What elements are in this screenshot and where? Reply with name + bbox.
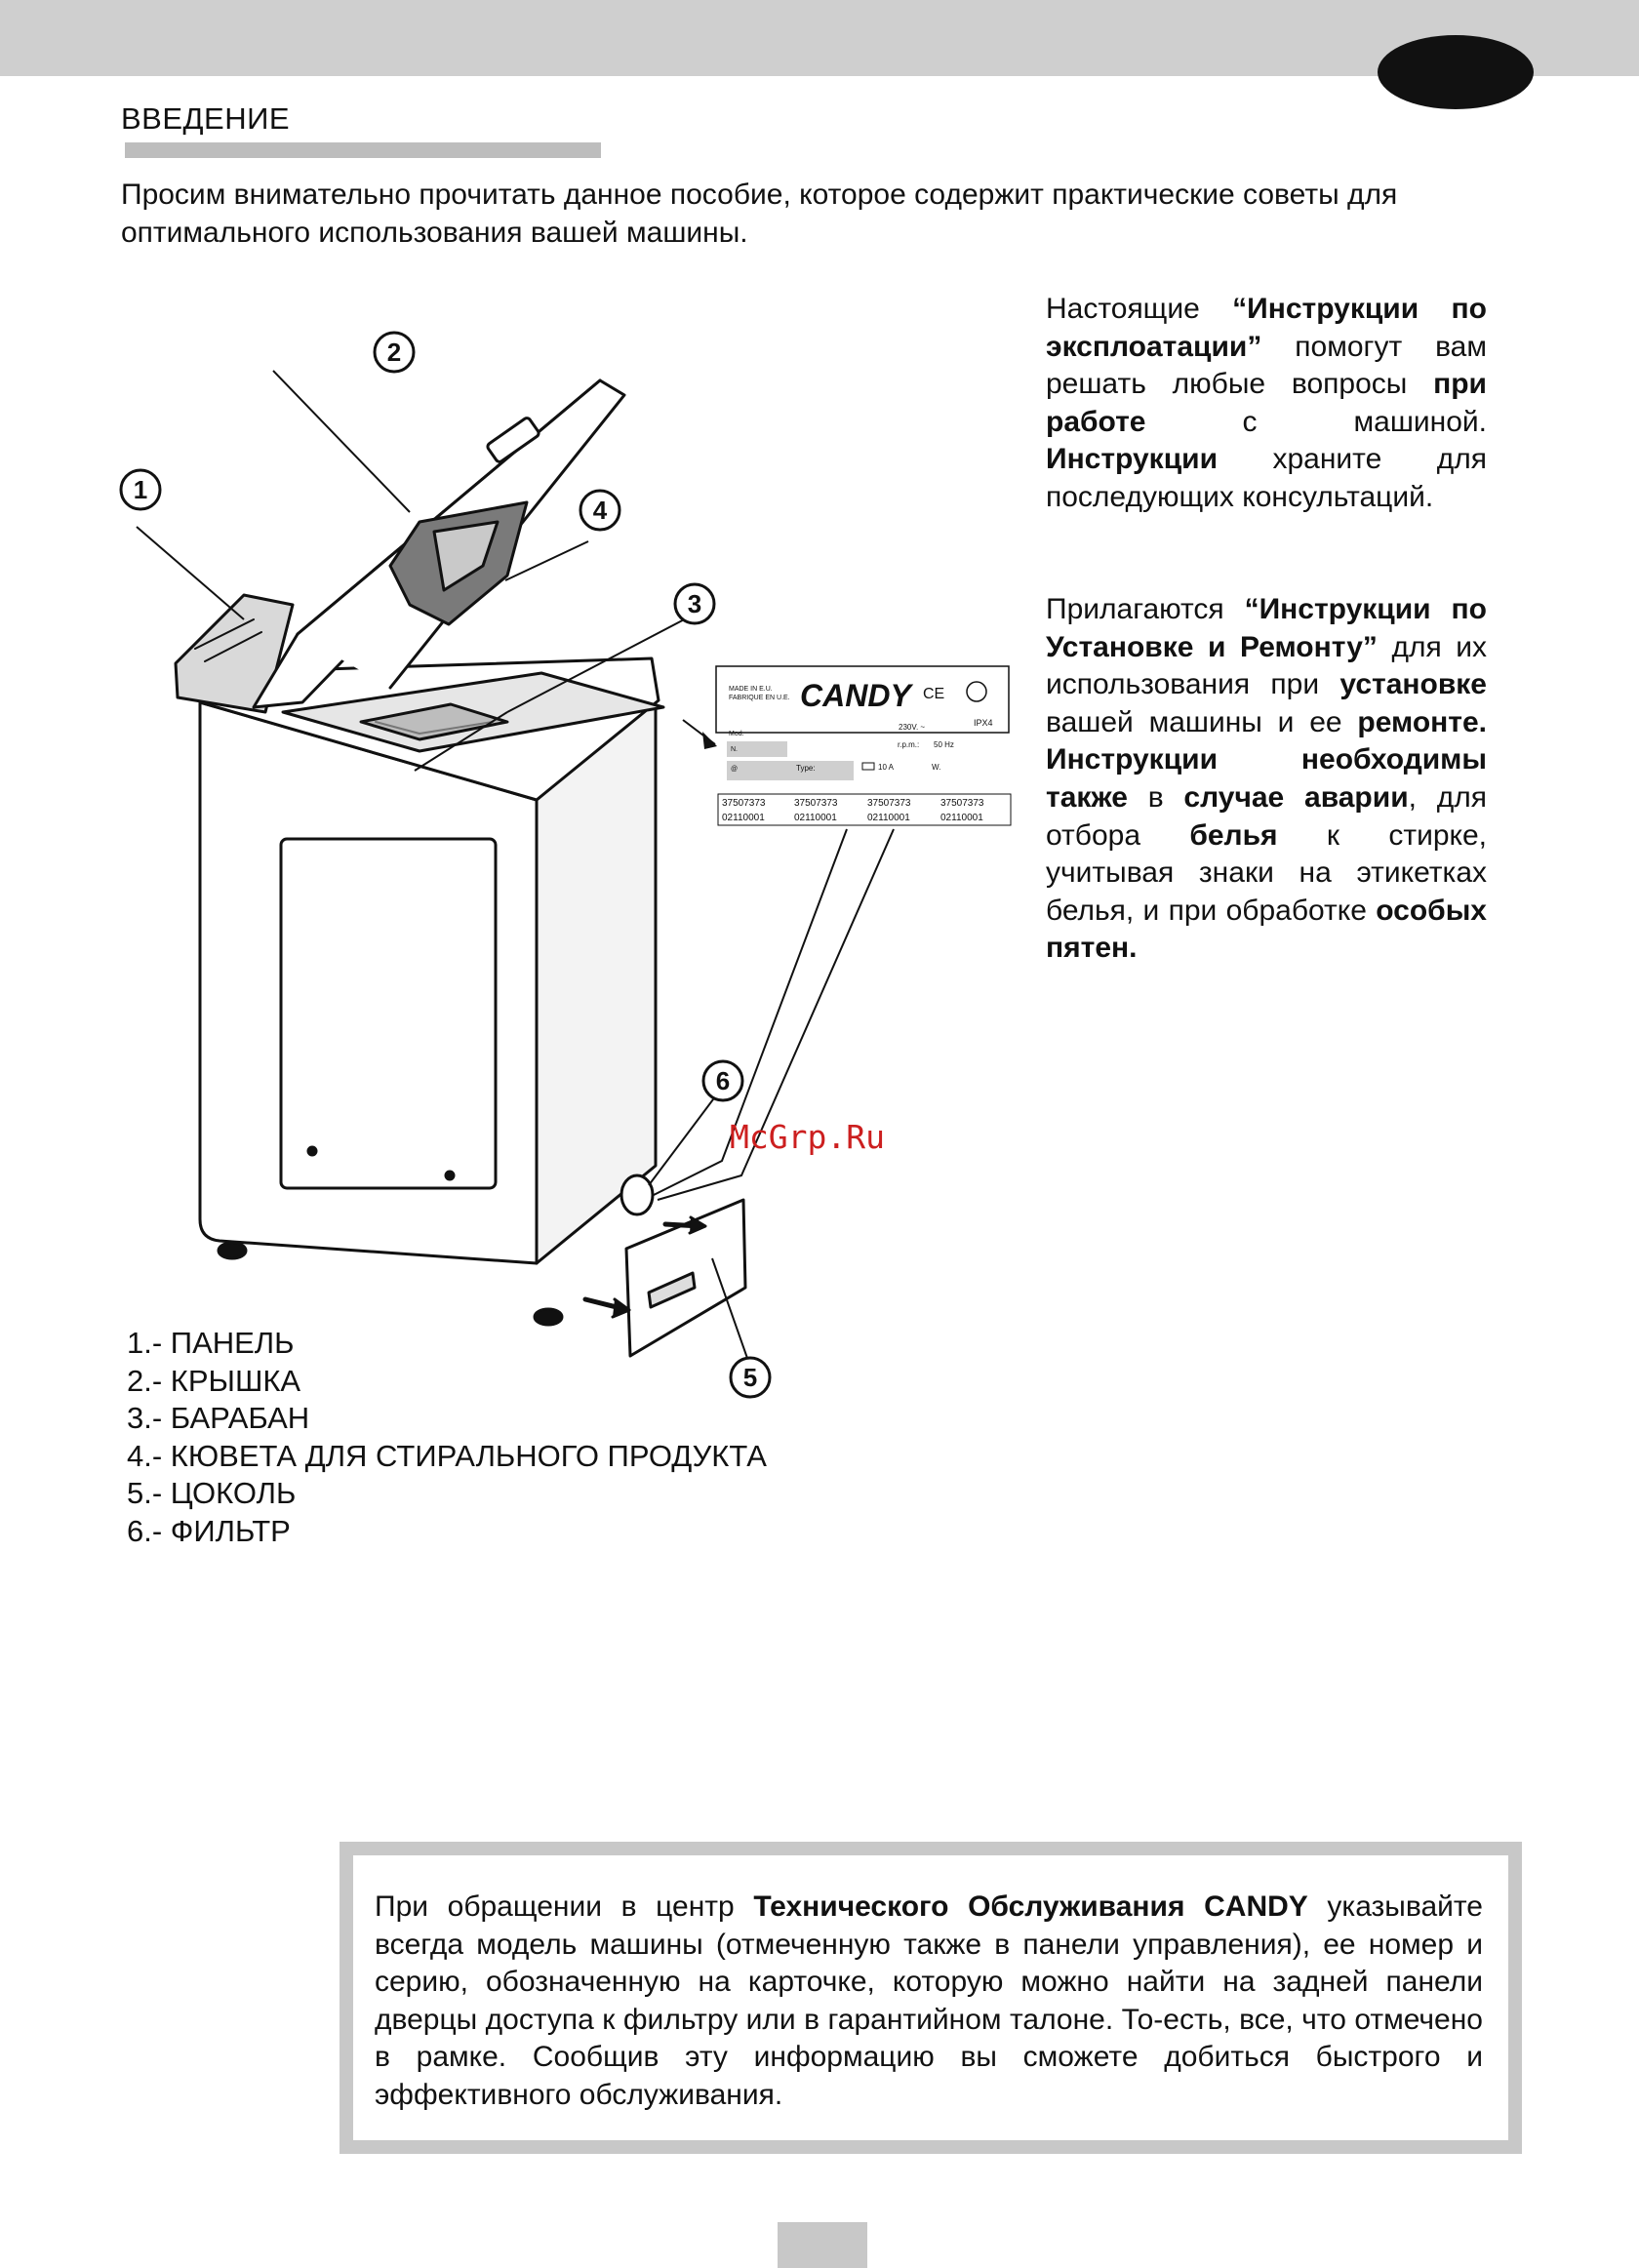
bold-text-run: “Инструкции по эксплоатации”: [1046, 293, 1487, 363]
plate-voltage: 230V. ~: [899, 723, 926, 732]
bold-text-run: особых пятен.: [1046, 894, 1487, 965]
plate-ipx: IPX4: [974, 718, 993, 728]
plate-n-label: N.: [731, 746, 738, 753]
text-run: При обращении в центр: [375, 1890, 754, 1923]
plate-type-field: [727, 761, 854, 780]
text-run: , для отбора: [1046, 780, 1487, 852]
rating-plate: [716, 666, 1011, 825]
title-underline: [125, 142, 601, 158]
text-run: для их использования при: [1046, 630, 1488, 701]
parts-list-item: 5.- ЦОКОЛЬ: [127, 1476, 297, 1510]
washing-machine-illustration: [98, 312, 1054, 1405]
plate-code-bottom: 02110001: [722, 813, 765, 823]
text-run: помогут вам решать любые вопросы: [1046, 330, 1487, 401]
bold-text-run: белья: [1189, 818, 1278, 852]
service-info-box: [340, 1842, 1522, 2154]
bold-text-run: Инструкции: [1046, 443, 1219, 476]
plate-code-top: 37507373: [794, 798, 838, 809]
front-door: [281, 839, 496, 1188]
parts-list-item: 2.- КРЫШКА: [127, 1363, 301, 1398]
plate-code-bottom: 02110001: [940, 813, 983, 823]
plate-code-top: 37507373: [722, 798, 766, 809]
plate-ce-mark: CE: [923, 686, 945, 702]
watermark: McGrp.Ru: [730, 1118, 885, 1156]
service-info-inner: [353, 1855, 1508, 2140]
text-run: в: [1127, 780, 1184, 814]
operation-instructions-paragraph: [1046, 291, 1487, 517]
parts-list-item: 1.- ПАНЕЛЬ: [127, 1326, 295, 1360]
plate-type-label: Type:: [796, 764, 816, 773]
plate-code-bottom: 02110001: [867, 813, 910, 823]
text-run: вашей машины и ее: [1046, 705, 1358, 738]
bold-text-run: случае аварии: [1183, 780, 1409, 814]
service-info-text: [375, 1889, 1483, 2115]
bold-text-run: установке: [1339, 668, 1487, 701]
bold-text-run: “Инструкции по Установке и Ремонту”: [1046, 593, 1487, 663]
fuse-icon: [862, 763, 874, 770]
text-run: Настоящие: [1046, 293, 1233, 325]
parts-list: [127, 1325, 767, 1550]
plate-frequency: 50 Hz: [934, 740, 954, 749]
text-run: указывайте всегда модель машины (отмеченную также в панели управления), ее номер и серию, обозначенную на карточке, которую можно найти на задней панели дверцы доступа к фильтру или в гарантийном талоне. То-есть, все, что отмечено в рамке. Сообщив эту информацию вы сможете добиться быстрого и эффективного обслуживания.: [375, 1890, 1483, 2111]
text-run: Прилагаются: [1046, 593, 1245, 625]
callout-5: 5: [742, 1363, 758, 1392]
plate-approval-icon: [967, 682, 986, 701]
bold-text-run: при работе: [1046, 368, 1487, 438]
callout-6: 6: [715, 1066, 731, 1095]
callout-1: 1: [133, 475, 148, 504]
text-run: с машиной.: [1145, 405, 1487, 438]
plate-rpm-label: r.p.m.:: [898, 740, 920, 749]
bold-text-run: Технического Обслуживания CANDY: [753, 1890, 1308, 1923]
plate-made-in: MADE IN E.U.: [729, 686, 773, 693]
chapter-tab: [1378, 35, 1534, 109]
parts-list-item: 6.- ФИЛЬТР: [127, 1513, 291, 1548]
section-title: ВВЕДЕНИЕ: [121, 101, 291, 136]
plate-at-label: @: [731, 766, 739, 773]
plate-w-label: W.: [932, 763, 941, 772]
text-run: храните для последующих консультаций.: [1046, 443, 1487, 513]
filter: [621, 1175, 653, 1214]
installation-instructions-paragraph: [1046, 591, 1487, 968]
parts-list-item: 4.- КЮВЕТА ДЛЯ СТИРАЛЬНОГО ПРОДУКТА: [127, 1438, 767, 1473]
plate-brand: CANDY: [800, 678, 911, 713]
plate-fabrique: FABRIQUE EN U.E.: [729, 695, 790, 701]
intro-paragraph: Просим внимательно прочитать данное пособие, которое содержит практические советы для оптимального использования вашей машины.: [121, 179, 1398, 249]
callout-2: 2: [386, 338, 402, 367]
bold-text-run: ремонте. Инструкции необходимы также: [1046, 705, 1487, 814]
callout-4: 4: [592, 496, 608, 525]
plate-code-top: 37507373: [940, 798, 984, 809]
plate-current: 10 A: [878, 763, 895, 772]
callout-3: 3: [687, 589, 702, 618]
page-number-box: [778, 2222, 867, 2268]
plate-mod-label: Mod.: [729, 731, 744, 737]
plate-code-bottom: 02110001: [794, 813, 837, 823]
parts-list-item: 3.- БАРАБАН: [127, 1401, 310, 1435]
text-run: к стирке, учитывая знаки на этикетках белья, и при обработке: [1046, 818, 1487, 927]
plate-code-top: 37507373: [867, 798, 911, 809]
